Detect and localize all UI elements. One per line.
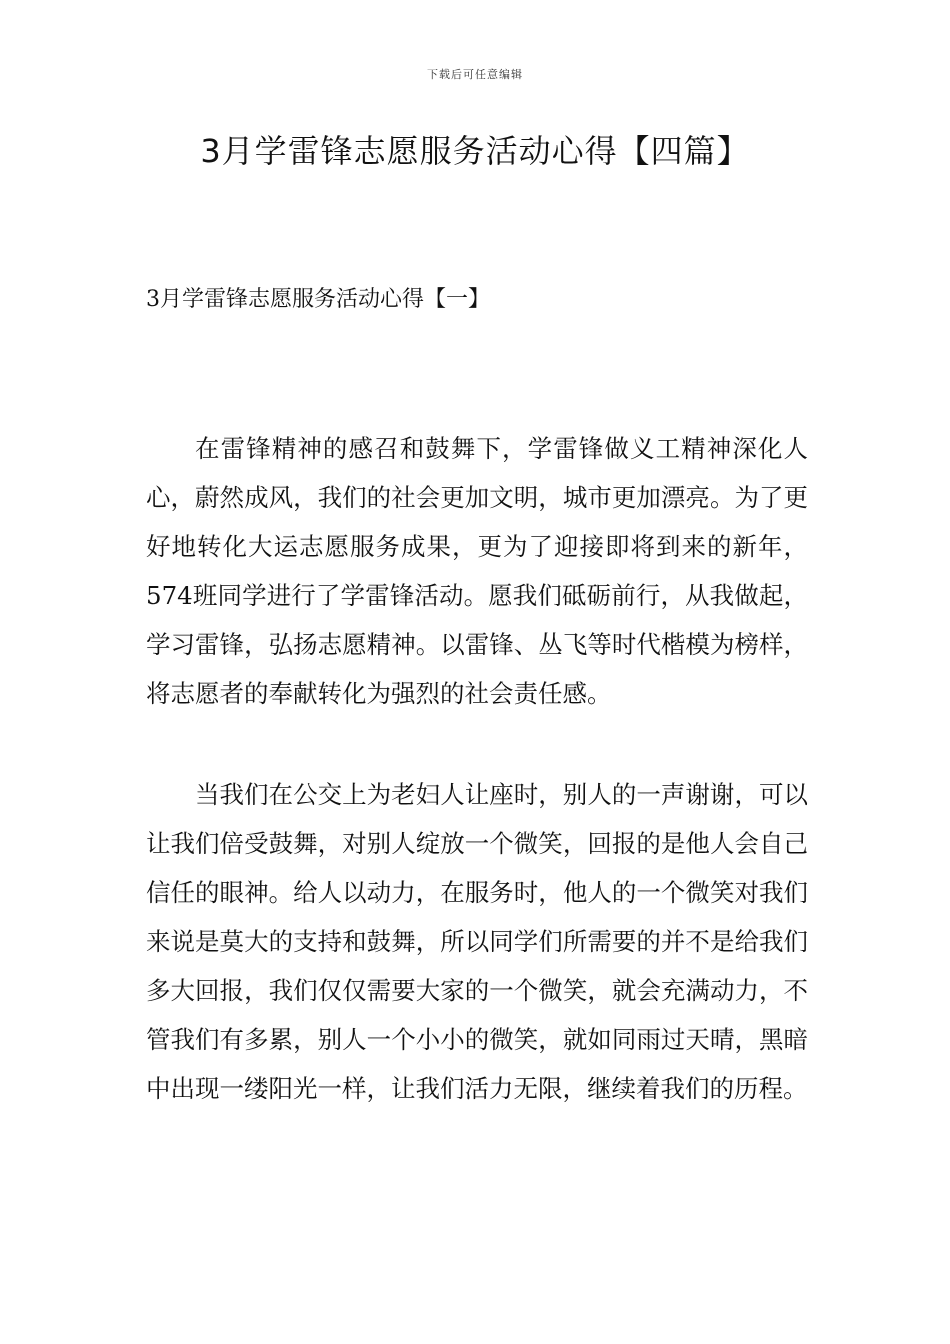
body-paragraph-2: 当我们在公交上为老妇人让座时，别人的一声谢谢，可以让我们倍受鼓舞，对别人绽放一个微笑，回报的是他人会自己信任的眼神。给人以动力，在服务时，他人的一个微笑对我们来说是莫大的支持和鼓舞，所以同学们所需要的并不是给我们多大回报，我们仅仅需要大家的一个微笑，就会充满动力，不管我们有多累，别人一个小小的微笑，就如同雨过天晴，黑暗中出现一缕阳光一样，让我们活力无限，继续着我们的历程。 bbox=[146, 780, 808, 1103]
header-note: 下载后可任意编辑 bbox=[427, 68, 523, 81]
body-paragraph-1: 在雷锋精神的感召和鼓舞下，学雷锋做义工精神深化人心，蔚然成风，我们的社会更加文明，城市更加漂亮。为了更好地转化大运志愿服务成果，更为了迎接即将到来的新年，574班同学进行了学雷锋活动。愿我们砥砺前行，从我做起，学习雷锋，弘扬志愿精神。以雷锋、丛飞等时代楷模为榜样，将志愿者的奉献转化为强烈的社会责任感。 bbox=[146, 434, 808, 708]
document-title: 3月学雷锋志愿服务活动心得【四篇】 bbox=[200, 132, 750, 170]
section-heading: 3月学雷锋志愿服务活动心得【一】 bbox=[146, 287, 490, 312]
